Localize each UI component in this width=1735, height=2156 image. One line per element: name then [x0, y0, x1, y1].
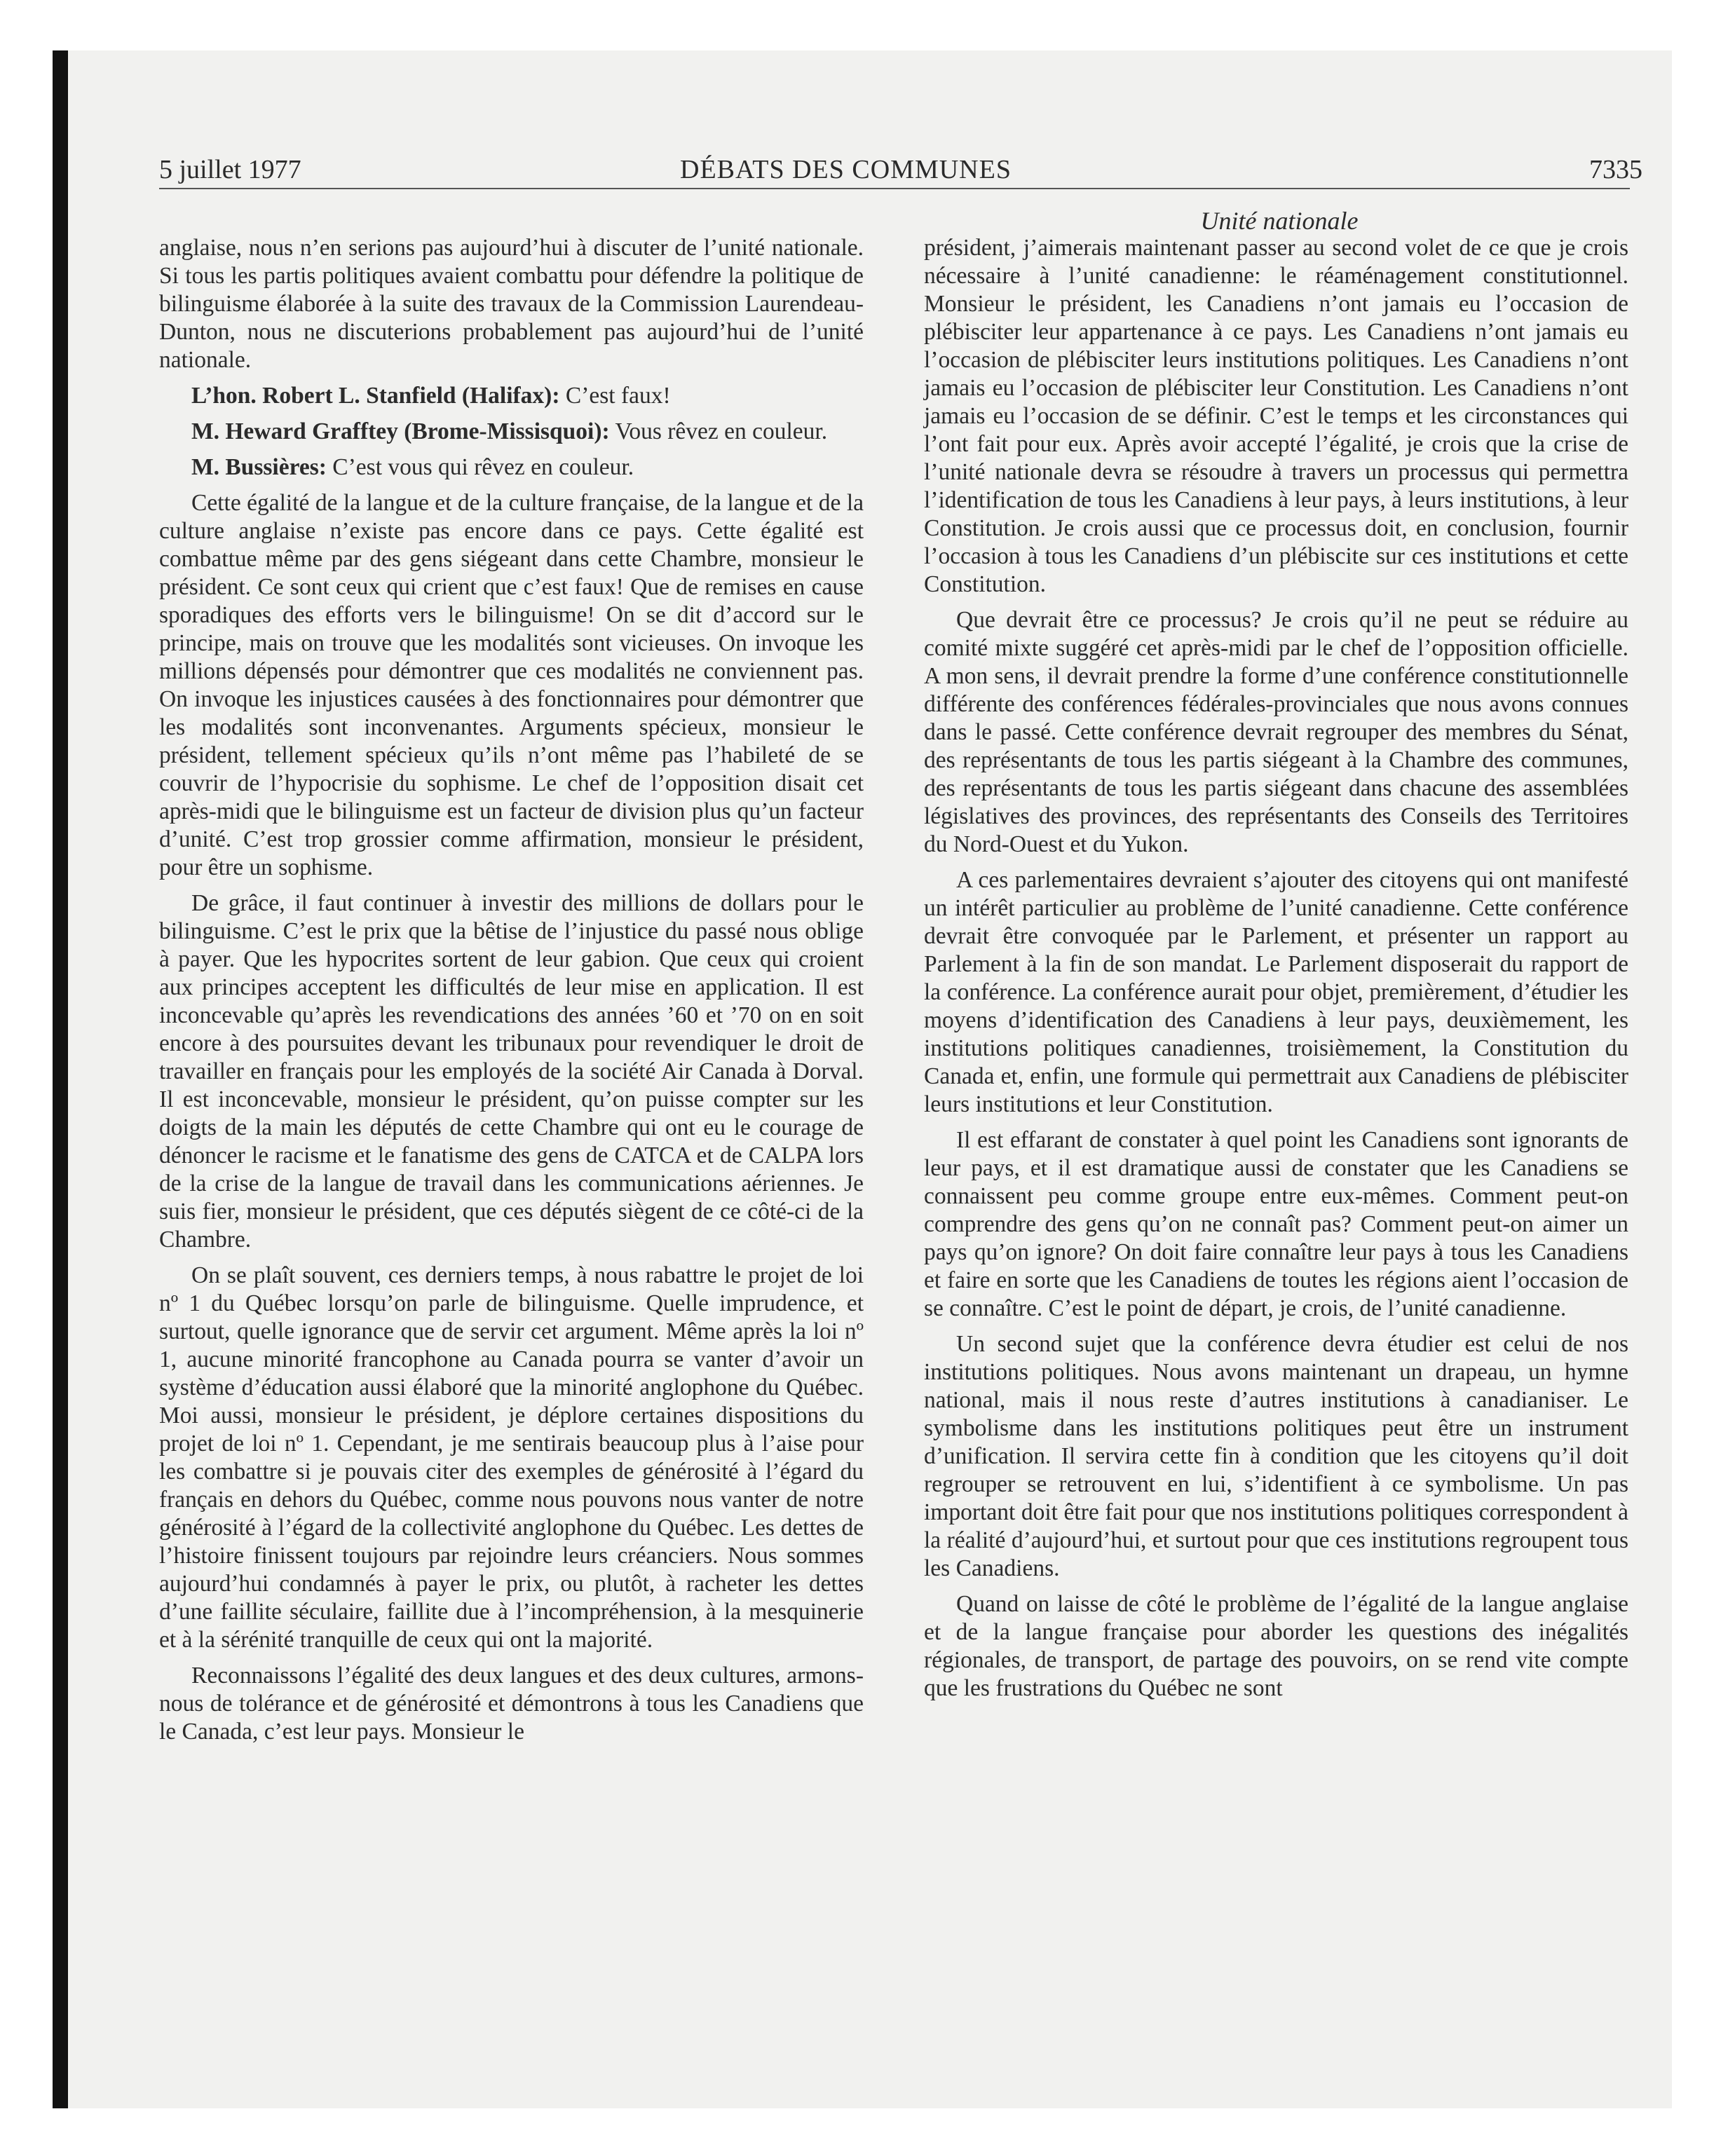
left-column — [159, 234, 864, 1754]
speech-text: C’est faux! — [559, 383, 671, 409]
paragraph — [924, 1330, 1628, 1583]
speaker-intervention — [159, 418, 864, 446]
speaker-intervention — [159, 453, 864, 482]
paragraph-text: président, j’aimerais maintenant passer au second volet de ce que je crois nécessaire à l’unité canadienne: le réaménagement constitutionnel. Monsieur le président, les Canadiens n’ont jamais eu l’occasion de plébisciter leur appartenance à ce pays. Les Canadiens n’ont jamais eu l’occasion de plébisciter leurs institutions politiques. Les Canadiens n’ont jamais eu l’occasion de plébisciter leur Constitution. Les Canadiens n’ont jamais eu l’occasion de se définir. C’est le temps et les circonstances qui l’ont fait pour eux. Après avoir accepté l’égalité, je crois que la crise de l’unité nationale devra se résoudre à travers un processus qui permettra l’identification de tous les Canadiens à leur pays, à leurs institutions, à leur Constitution. Je crois aussi que ce processus doit, en conclusion, fournir l’occasion à tous les Canadiens d’un plébiscite sur ces institutions et cette Constitution. — [924, 235, 1628, 597]
paragraph-continued — [924, 234, 1628, 599]
paragraph — [924, 1590, 1628, 1703]
speaker-name: M. Heward Grafftey (Brome-Missisquoi): — [191, 418, 610, 444]
speech-text: Vous rêvez en couleur. — [609, 418, 828, 444]
speaker-name: M. Bussières: — [191, 454, 327, 480]
paragraph-text: Que devrait être ce processus? Je crois qu’il ne peut se réduire au comité mixte suggéré cet après-midi par le chef de l’opposition officielle. A mon sens, il devrait prendre la forme d’une conférence constitutionnelle différente des conférences fédérales-provinciales que nous avons connues dans le passé. Cette conférence devrait regrouper des membres du Sénat, des représentants de tous les partis siégeant à la Chambre des communes, des représentants de tous les partis siégeant dans chacune des assemblées législatives des provinces, des représentants des Conseils des Territoires du Nord-Ouest et du Yukon. — [924, 607, 1628, 857]
page-number: 7335 — [1589, 155, 1642, 184]
paragraph — [159, 1262, 864, 1654]
paragraph — [924, 606, 1628, 859]
speaker-intervention — [159, 382, 864, 410]
paragraph — [924, 1126, 1628, 1323]
speaker-name: L’hon. Robert L. Stanfield (Halifax): — [191, 383, 560, 409]
header-title: DÉBATS DES COMMUNES — [680, 155, 1012, 184]
paragraph-text: anglaise, nous n’en serions pas aujourd’hui à discuter de l’unité nationale. Si tous les partis politiques avaient combattu pour défendre la politique de bilinguisme élaborée à la suite des travaux de la Commission Laurendeau-Dunton, nous ne discuterions probablement pas aujourd’hui de l’unité nationale. — [159, 235, 864, 373]
paragraph — [924, 866, 1628, 1119]
scanned-page — [53, 50, 1672, 2108]
paragraph-text: Cette égalité de la langue et de la culture française, de la langue et de la culture anglaise n’existe pas encore dans ce pays. Cette égalité est combattue même par des gens siégeant dans cette Chambre, monsieur le président. Ce sont ceux qui crient que c’est faux! Que de remises en cause sporadiques des efforts vers le bilinguisme! On se dit d’accord sur le principe, mais on trouve que les modalités sont vicieuses. On invoque les millions dépensés pour démontrer que ces modalités ne conviennent pas. On invoque les injustices causées à des fonctionnaires pour démontrer que les modalités sont inconvenantes. Arguments spécieux, monsieur le président, tellement spécieux qu’ils n’ont même pas l’habileté de se couvrir de l’hypocrisie du sophisme. Le chef de l’opposition disait cet après-midi que le bilinguisme est un facteur de division plus qu’un facteur d’unité. C’est trop grossier comme affirmation, monsieur le président, pour être un sophisme. — [159, 490, 864, 880]
paragraph-text: On se plaît souvent, ces derniers temps, à nous rabattre le projet de loi nº 1 du Québec lorsqu’on parle de bilinguisme. Quelle imprudence, et surtout, quelle ignorance que de servir cet argument. Même après la loi nº 1, aucune minorité francophone au Canada pourra se vanter d’avoir un système d’éducation aussi élaboré que la minorité anglophone du Québec. Moi aussi, monsieur le président, je déplore certaines dispositions du projet de loi nº 1. Cependant, je me sentirais beaucoup plus à l’aise pour les combattre si je pouvais citer des exemples de générosité à l’égard du français en dehors du Québec, comme nous pouvons nous vanter de notre générosité à l’égard de la collectivité anglophone du Québec. Les dettes de l’histoire finissent toujours par rejoindre leurs créanciers. Nous sommes aujourd’hui condamnés à payer le prix, ou plutôt, à racheter les dettes d’une faillite séculaire, faillite due à l’incompréhension, à la mesquinerie et à la sérénité tranquille de ceux qui ont la majorité. — [159, 1262, 864, 1653]
header-rule — [159, 188, 1630, 189]
paragraph-text: A ces parlementaires devraient s’ajouter des citoyens qui ont manifesté un intérêt particulier au problème de l’unité canadienne. Cette conférence devrait être convoquée par le Parlement, et présenter un rapport au Parlement à la fin de son mandat. Le Parlement disposerait du rapport de la conférence. La conférence aurait pour objet, premièrement, d’étudier les moyens d’identification des Canadiens à leur pays, deuxièmement, les institutions politiques canadiennes, troisièmement, la Constitution du Canada et, enfin, une formule qui permettrait aux Canadiens de plébisciter leurs institutions et leur Constitution. — [924, 867, 1628, 1117]
speech-text: C’est vous qui rêvez en couleur. — [326, 454, 634, 480]
header-date: 5 juillet 1977 — [159, 155, 301, 184]
paragraph-text: Il est effarant de constater à quel point les Canadiens sont ignorants de leur pays, et il est dramatique aussi de constater que les Canadiens se connaissent peu comme groupe entre eux-mêmes. Comment peut-on comprendre des gens qu’on ne connaît pas? Comment peut-on aimer un pays qu’on ignore? On doit faire connaître leur pays à tous les Canadiens et faire en sorte que les Canadiens de toutes les régions aient l’occasion de se connaître. C’est le point de départ, je crois, de l’unité canadienne. — [924, 1127, 1628, 1321]
paragraph-text: Un second sujet que la conférence devra étudier est celui de nos institutions politiques. Nous avons maintenant un drapeau, un hymne national, mais il nous reste d’autres institutions à canadianiser. Le symbolisme dans les institutions politiques peut être un instrument d’unification. Il servira cette fin à condition que les citoyens qu’il doit regrouper se retrouvent en lui, s’identifient à ce symbolisme. Un pas important doit être fait pour que nos institutions politiques correspondent à la réalité d’aujourd’hui, et surtout pour que ces institutions regroupent tous les Canadiens. — [924, 1331, 1628, 1581]
paragraph-text: De grâce, il faut continuer à investir des millions de dollars pour le bilinguisme. C’est le prix que la bêtise de l’injustice du passé nous oblige à payer. Que les hypocrites sortent de leur gabion. Que ceux qui croient aux principes acceptent les difficultés de leur mise en application. Il est inconcevable qu’après les revendications des années ’60 et ’70 on en soit encore à des poursuites devant les tribunaux pour revendiquer le droit de travailler en français pour les employés de la société Air Canada à Dorval. Il est inconcevable, monsieur le président, qu’on puisse compter sur les doigts de la main les députés de cette Chambre qui ont eu le courage de dénoncer le racisme et le fanatisme des gens de CATCA et de CALPA lors de la crise de la langue de travail dans les communications aériennes. Je suis fier, monsieur le président, que ces députés siègent de ce côté-ci de la Chambre. — [159, 890, 864, 1253]
paragraph-text: Reconnaissons l’égalité des deux langues et des deux cultures, armons-nous de tolérance et de générosité et démontrons à tous les Canadiens que le Canada, c’est leur pays. Monsieur le — [159, 1663, 864, 1745]
section-subheading: Unité nationale — [1200, 207, 1359, 235]
paragraph — [159, 1662, 864, 1746]
right-column — [924, 234, 1628, 1710]
scan-border — [53, 50, 68, 2108]
paragraph-continued — [159, 234, 864, 374]
paragraph — [159, 489, 864, 882]
paragraph — [159, 889, 864, 1254]
paragraph-text: Quand on laisse de côté le problème de l’égalité de la langue anglaise et de la langue française pour aborder les questions des inégalités régionales, de transport, de partage des pouvoirs, on se rend vite compte que les frustrations du Québec ne sont — [924, 1591, 1628, 1701]
